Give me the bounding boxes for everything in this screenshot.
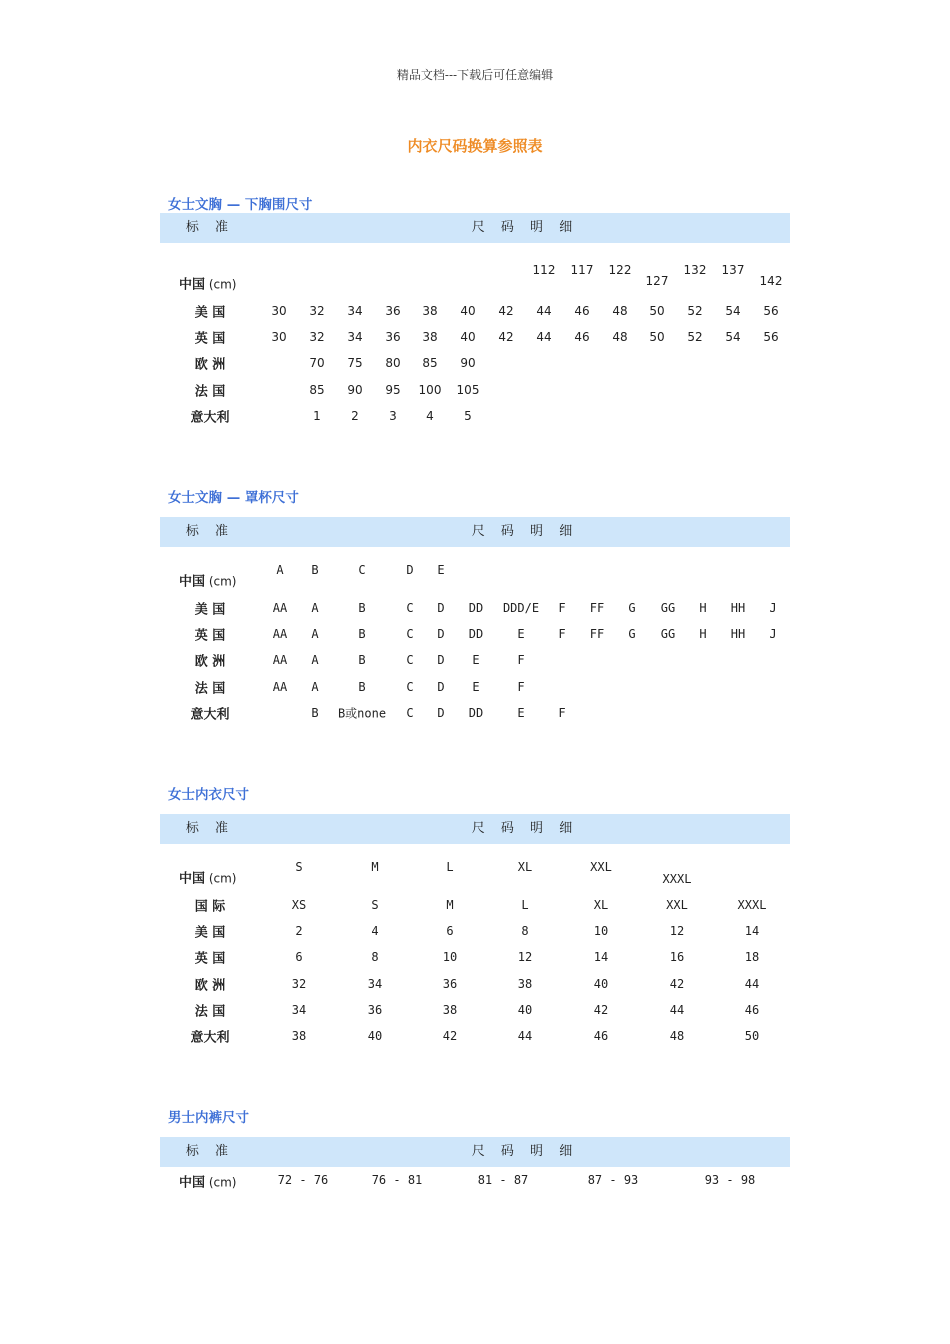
document-title: 内衣尺码换算参照表: [407, 137, 543, 155]
size-cell: 36: [385, 330, 401, 344]
row-label: 国 际: [194, 899, 226, 915]
size-cell: 137: [721, 263, 745, 277]
size-cell: L: [521, 898, 529, 912]
header-detail-label: 尺 码 明 细: [471, 220, 579, 235]
size-cell: XXL: [590, 860, 612, 874]
size-cell: 127: [645, 274, 669, 288]
header-detail-label: 尺 码 明 细: [471, 1144, 579, 1159]
size-cell: 44: [517, 1029, 533, 1043]
table-header-bar: [160, 1137, 790, 1167]
size-cell: HH: [730, 601, 746, 615]
size-cell: 46: [593, 1029, 609, 1043]
size-cell: C: [406, 680, 414, 694]
size-cell: 36: [367, 1003, 383, 1017]
section-title: 女士文胸 — 罩杯尺寸: [168, 490, 299, 506]
size-cell: GG: [660, 601, 676, 615]
header-standard-label: 标 准: [185, 1144, 235, 1159]
row-label: 法 国: [194, 1004, 226, 1020]
size-cell: S: [295, 860, 303, 874]
size-cell: 30: [271, 304, 287, 318]
header-standard-label: 标 准: [185, 821, 235, 836]
row-label: 美 国: [194, 602, 226, 618]
size-cell: 32: [309, 304, 325, 318]
size-cell: 1: [313, 409, 321, 423]
size-cell: D: [437, 680, 445, 694]
size-cell: 40: [460, 304, 476, 318]
unit-label: (cm): [205, 574, 237, 589]
size-cell: 72 - 76: [277, 1173, 329, 1187]
row-label: 中国 (cm): [179, 574, 237, 590]
row-label: 中国 (cm): [179, 277, 237, 293]
size-cell: DD: [468, 601, 484, 615]
row-label: 美 国: [194, 305, 226, 321]
size-cell: 36: [385, 304, 401, 318]
size-cell: 93 - 98: [704, 1173, 756, 1187]
size-cell: E: [517, 627, 525, 641]
size-cell: D: [406, 563, 414, 577]
size-cell: 2: [295, 924, 303, 938]
size-cell: H: [699, 601, 707, 615]
size-cell: E: [517, 706, 525, 720]
size-cell: 34: [347, 304, 363, 318]
size-cell: 10: [593, 924, 609, 938]
size-cell: B: [358, 653, 366, 667]
size-cell: 10: [442, 950, 458, 964]
size-cell: 70: [309, 356, 325, 370]
size-cell: 54: [725, 330, 741, 344]
size-cell: 40: [367, 1029, 383, 1043]
size-cell: B或none: [337, 706, 387, 721]
size-cell: 6: [295, 950, 303, 964]
size-cell: 90: [460, 356, 476, 370]
size-cell: 46: [574, 330, 590, 344]
size-cell: 48: [612, 304, 628, 318]
table-header-bar: [160, 517, 790, 547]
size-cell: 40: [460, 330, 476, 344]
size-cell: 30: [271, 330, 287, 344]
size-cell: 14: [593, 950, 609, 964]
size-cell: 42: [593, 1003, 609, 1017]
size-cell: A: [311, 627, 319, 641]
size-cell: E: [472, 653, 480, 667]
size-cell: F: [558, 706, 566, 720]
size-cell: 38: [422, 304, 438, 318]
size-cell: 8: [371, 950, 379, 964]
unit-label: (cm): [205, 871, 237, 886]
row-label: 欧 洲: [194, 654, 226, 670]
size-cell: S: [371, 898, 379, 912]
size-cell: 36: [442, 977, 458, 991]
size-cell: 50: [649, 304, 665, 318]
size-cell: 14: [744, 924, 760, 938]
size-cell: 8: [521, 924, 529, 938]
size-cell: 42: [669, 977, 685, 991]
size-cell: 117: [570, 263, 594, 277]
size-cell: GG: [660, 627, 676, 641]
size-cell: XL: [593, 898, 609, 912]
size-cell: 12: [517, 950, 533, 964]
size-cell: 42: [442, 1029, 458, 1043]
size-cell: 52: [687, 304, 703, 318]
size-cell: 90: [347, 383, 363, 397]
size-cell: 3: [389, 409, 397, 423]
size-cell: L: [446, 860, 454, 874]
section-title: 男士内裤尺寸: [168, 1110, 249, 1126]
size-cell: 122: [608, 263, 632, 277]
size-cell: 85: [309, 383, 325, 397]
size-cell: 52: [687, 330, 703, 344]
size-cell: DD: [468, 706, 484, 720]
size-cell: 34: [347, 330, 363, 344]
size-cell: 6: [446, 924, 454, 938]
row-label: 欧 洲: [194, 357, 226, 373]
page-header: 精品文档---下载后可任意编辑: [396, 68, 554, 82]
size-cell: B: [358, 601, 366, 615]
size-cell: XS: [291, 898, 307, 912]
size-cell: 38: [422, 330, 438, 344]
size-cell: 38: [517, 977, 533, 991]
size-cell: 4: [426, 409, 434, 423]
size-cell: 132: [683, 263, 707, 277]
size-cell: D: [437, 627, 445, 641]
size-cell: F: [558, 627, 566, 641]
header-detail-label: 尺 码 明 细: [471, 821, 579, 836]
row-label: 中国 (cm): [179, 1175, 237, 1191]
size-cell: 34: [291, 1003, 307, 1017]
size-cell: 42: [498, 330, 514, 344]
size-cell: 44: [744, 977, 760, 991]
size-cell: DD: [468, 627, 484, 641]
header-standard-label: 标 准: [185, 524, 235, 539]
size-cell: FF: [589, 627, 605, 641]
size-cell: D: [437, 601, 445, 615]
size-cell: F: [517, 653, 525, 667]
size-cell: 54: [725, 304, 741, 318]
size-cell: C: [358, 563, 366, 577]
size-cell: B: [311, 563, 319, 577]
table-header-bar: [160, 814, 790, 844]
size-cell: XXXL: [662, 872, 692, 886]
size-cell: 76 - 81: [371, 1173, 423, 1187]
size-cell: C: [406, 627, 414, 641]
size-cell: E: [472, 680, 480, 694]
size-cell: 38: [291, 1029, 307, 1043]
size-cell: A: [276, 563, 284, 577]
size-cell: 50: [744, 1029, 760, 1043]
unit-label: (cm): [205, 1175, 237, 1190]
size-cell: 75: [347, 356, 363, 370]
size-cell: 100: [418, 383, 442, 397]
row-label: 英 国: [194, 951, 226, 967]
section-title: 女士内衣尺寸: [168, 787, 249, 803]
size-cell: 48: [669, 1029, 685, 1043]
size-cell: F: [517, 680, 525, 694]
row-label: 意大利: [190, 1030, 230, 1046]
size-cell: H: [699, 627, 707, 641]
size-cell: C: [406, 601, 414, 615]
size-cell: AA: [272, 627, 288, 641]
size-cell: C: [406, 653, 414, 667]
header-standard-label: 标 准: [185, 220, 235, 235]
size-cell: AA: [272, 601, 288, 615]
size-cell: A: [311, 653, 319, 667]
table-header-bar: [160, 213, 790, 243]
row-label: 英 国: [194, 331, 226, 347]
size-cell: 44: [536, 330, 552, 344]
size-cell: 12: [669, 924, 685, 938]
size-cell: B: [358, 680, 366, 694]
size-cell: 95: [385, 383, 401, 397]
size-cell: FF: [589, 601, 605, 615]
size-cell: HH: [730, 627, 746, 641]
size-cell: AA: [272, 653, 288, 667]
row-label: 法 国: [194, 681, 226, 697]
size-cell: DDD/E: [502, 601, 540, 615]
size-cell: M: [446, 898, 454, 912]
size-cell: 81 - 87: [477, 1173, 529, 1187]
row-label: 意大利: [190, 707, 230, 723]
row-label: 美 国: [194, 925, 226, 941]
size-cell: D: [437, 653, 445, 667]
size-cell: 56: [763, 304, 779, 318]
size-cell: XXL: [666, 898, 688, 912]
size-cell: AA: [272, 680, 288, 694]
size-cell: 46: [744, 1003, 760, 1017]
size-cell: 50: [649, 330, 665, 344]
row-label: 欧 洲: [194, 978, 226, 994]
size-cell: 40: [517, 1003, 533, 1017]
unit-label: (cm): [205, 277, 237, 292]
size-cell: 4: [371, 924, 379, 938]
size-cell: 18: [744, 950, 760, 964]
size-cell: G: [628, 627, 636, 641]
size-cell: 85: [422, 356, 438, 370]
size-cell: D: [437, 706, 445, 720]
row-label: 中国 (cm): [179, 871, 237, 887]
size-cell: B: [358, 627, 366, 641]
size-cell: 105: [456, 383, 480, 397]
size-cell: 80: [385, 356, 401, 370]
size-cell: 16: [669, 950, 685, 964]
size-cell: 38: [442, 1003, 458, 1017]
size-cell: J: [769, 627, 777, 641]
size-cell: 5: [464, 409, 472, 423]
size-cell: J: [769, 601, 777, 615]
size-cell: XL: [517, 860, 533, 874]
size-cell: B: [311, 706, 319, 720]
size-cell: 44: [669, 1003, 685, 1017]
size-cell: 32: [291, 977, 307, 991]
size-cell: 48: [612, 330, 628, 344]
size-cell: M: [371, 860, 379, 874]
size-cell: F: [558, 601, 566, 615]
row-label: 英 国: [194, 628, 226, 644]
size-cell: C: [406, 706, 414, 720]
size-cell: E: [437, 563, 445, 577]
size-cell: A: [311, 680, 319, 694]
size-cell: 42: [498, 304, 514, 318]
row-label: 法 国: [194, 384, 226, 400]
size-cell: G: [628, 601, 636, 615]
size-cell: 34: [367, 977, 383, 991]
section-title: 女士文胸 — 下胸围尺寸: [168, 197, 313, 213]
size-cell: A: [311, 601, 319, 615]
header-detail-label: 尺 码 明 细: [471, 524, 579, 539]
size-cell: 32: [309, 330, 325, 344]
size-cell: 40: [593, 977, 609, 991]
row-label: 意大利: [190, 410, 230, 426]
size-cell: XXXL: [737, 898, 767, 912]
size-cell: 56: [763, 330, 779, 344]
size-cell: 44: [536, 304, 552, 318]
size-cell: 112: [532, 263, 556, 277]
size-cell: 142: [759, 274, 783, 288]
size-cell: 2: [351, 409, 359, 423]
size-cell: 46: [574, 304, 590, 318]
size-cell: 87 - 93: [587, 1173, 639, 1187]
